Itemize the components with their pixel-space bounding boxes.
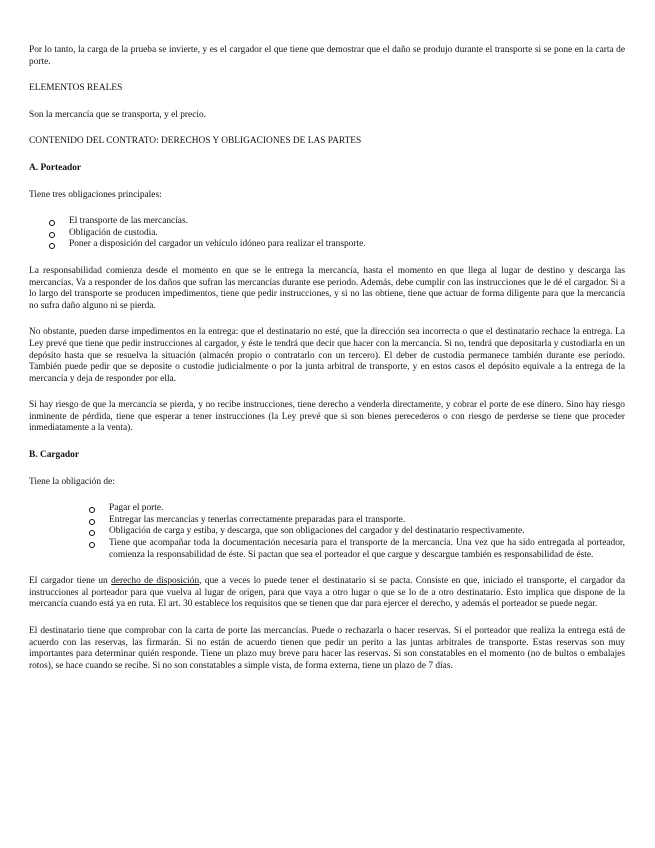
text-segment: , que a veces lo puede tener el destinatario si se pacta. Consiste en que, iniciado el transporte, el cargador da instrucciones al porteador para que vuelva al lugar de origen, para que vaya a otro lugar o que se lo de a otro destinatario. Esto implica que dispone de la mercancía cuando está ya en ruta. El art. 30 establece los requisitos que se tienen que dar para ejercer el derecho, y además el porteador se puede negar. [29, 576, 625, 610]
section-a-paragraph-1: La responsabilidad comienza desde el momento en que se le entrega la mercancía, hasta el momento en que llega al lugar de destino y descarga las mercancías. Va a responder de los daños que sufran las mercancías durante ese periodo. Además, debe cumplir con las instrucciones que le dé el cargador. Si a lo largo del transporte se producen impedimentos, tiene que pedir instrucciones, y si no las obtiene, tiene que actuar de forma diligente para que la mercancía no sufra daño alguno ni se pierda. [29, 265, 625, 311]
circle-bullet-icon [49, 243, 55, 249]
section-b-list [89, 503, 625, 561]
list-item-text: Poner a disposición del cargador un vehículo idóneo para realizar el transporte. [69, 239, 366, 250]
section-a-paragraph-2: No obstante, pueden darse impedimentos en la entrega: que el destinatario no esté, que la dirección sea incorrecta o que el destinatario rechace la entrega. La Ley prevé que tiene que pedir instrucciones al cargador, y éste le tendrá que decir que hacer con la mercancía. Si no, tendrá que depositarla y custodiarla en un depósito hasta que se resuelva la situación (almacén propio o contratarlo con un tercero). El deber de custodia permanece también durante ese periodo. También puede pedir que se deposite o custodie judicialmente o por la junta arbitral de transporte, y en estos casos el depósito equivale a la entrega de la mercancía y deja de responder por ella. [29, 327, 625, 384]
section-a-paragraph-3: Si hay riesgo de que la mercancía se pierda, y no recibe instrucciones, tiene derecho a venderla directamente, y cobrar el porte de ese dinero. Sino hay riesgo inminente de pérdida, tiene que esperar a tener instrucciones (la Ley prevé que si son bienes perecederos o con riesgo de perderse se tiene que proceder inmediatamente a la venta). [29, 400, 625, 434]
list-item [49, 216, 625, 228]
list-item [49, 228, 625, 240]
document-body [29, 45, 625, 672]
intro-paragraph: Por lo tanto, la carga de la prueba se invierte, y es el cargador el que tiene que demostrar que el daño se produjo durante el transporte si se pone en la carta de porte. [29, 45, 625, 67]
list-item-text: Tiene que acompañar toda la documentación necesaria para el transporte de la mercancía. Una vez que ha sido entregada al porteador, comienza la responsabilidad de éste. Si pactan que sea el porteador el que cargue y descargue también es responsabilidad de éste. [109, 538, 625, 560]
contenido-heading: CONTENIDO DEL CONTRATO: DERECHOS Y OBLIGACIONES DE LAS PARTES [29, 136, 362, 147]
list-item-text: Obligación de custodia. [69, 227, 158, 238]
list-item [89, 503, 625, 515]
list-item-text: Obligación de carga y estiba, y descarga, que son obligaciones del cargador y del destinatario respectivamente. [109, 526, 525, 537]
list-item-text: Pagar el porte. [109, 503, 164, 514]
circle-bullet-icon [89, 507, 95, 513]
elementos-paragraph: Son la mercancía que se transporta, y el precio. [29, 109, 207, 120]
circle-bullet-icon [89, 519, 95, 525]
text-segment: El cargador tiene un [29, 576, 112, 587]
list-item [89, 526, 625, 538]
list-item-text: Entregar las mercancías y tenerlas correctamente preparadas para el transporte. [109, 514, 406, 525]
list-item [89, 538, 625, 561]
section-b-title: B. Cargador [29, 450, 79, 461]
section-b-paragraph-2: El destinatario tiene que comprobar con la carta de porte las mercancías. Puede o rechazarla o hacer reservas. Si el porteador que realiza la entrega está de acuerdo con las reservas, las firmarán. Si no están de acuerdo tienen que pedir un perito a las juntas arbitrales de transporte. Estas reservas son muy importantes para determinar quién responde. Tiene un plazo muy breve para hacer las reservas. Si son constatables en el momento (no de bultos o embalajes rotos), se hace cuando se recibe. Si no son constatables a simple vista, de forma externa, tiene un plazo de 7 días. [29, 626, 625, 671]
circle-bullet-icon [89, 530, 95, 536]
list-item [89, 515, 625, 527]
circle-bullet-icon [89, 542, 95, 548]
section-a-list [49, 216, 625, 251]
derecho-disposicion-link[interactable]: derecho de disposición [111, 576, 200, 587]
circle-bullet-icon [49, 232, 55, 238]
section-a-lead: Tiene tres obligaciones principales: [29, 189, 162, 200]
list-item [49, 239, 625, 251]
circle-bullet-icon [49, 220, 55, 226]
section-b-lead: Tiene la obligación de: [29, 476, 115, 487]
section-a-title: A. Porteador [29, 162, 82, 173]
list-item-text: El transporte de las mercancías. [69, 216, 188, 227]
section-b-paragraph-1 [29, 576, 625, 611]
elementos-heading: ELEMENTOS REALES [29, 83, 123, 94]
